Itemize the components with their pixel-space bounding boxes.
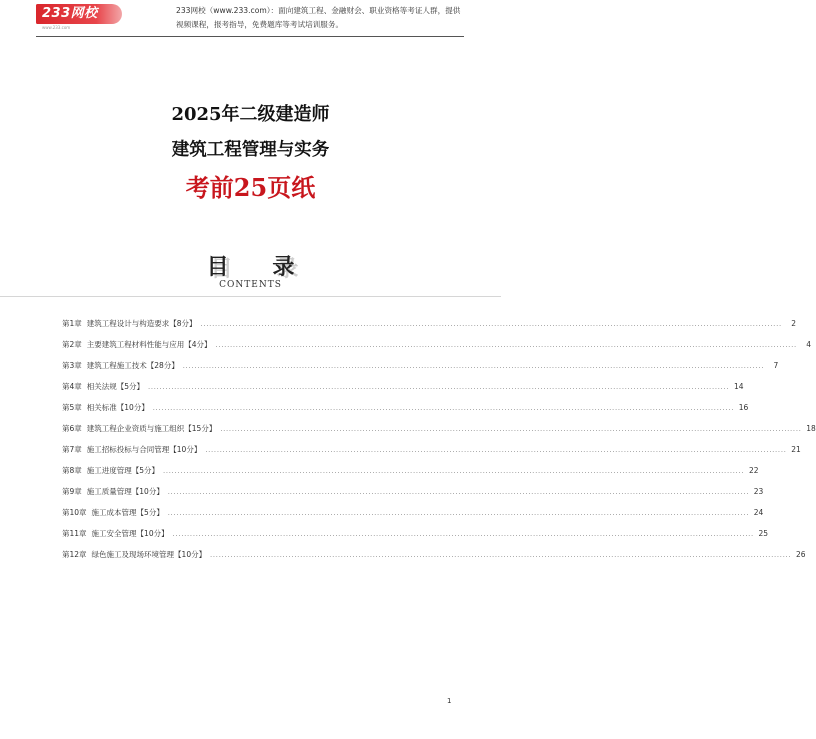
toc-page: 14	[733, 382, 744, 391]
toc-leader: ........................................................................................................................................................................................................	[163, 468, 745, 475]
toc-chapter: 第6章	[62, 424, 82, 433]
logo-text: 233网校	[42, 6, 98, 21]
toc-entry[interactable]	[62, 318, 797, 339]
header-divider	[36, 36, 464, 37]
toc-entry[interactable]	[62, 444, 801, 465]
toc-title: 主要建筑工程材料性能与应用【4分】	[86, 340, 212, 349]
toc-entry[interactable]	[62, 360, 779, 381]
toc-leader: ........................................................................................................................................................................................................	[172, 531, 755, 538]
logo-subtext: www.233.com	[42, 25, 71, 30]
toc-entry[interactable]	[62, 402, 749, 423]
toc-title: 施工进度管理【5分】	[86, 466, 160, 475]
toc-page: 24	[753, 508, 764, 517]
toc-leader: ........................................................................................................................................................................................................	[220, 426, 802, 433]
toc-title: 施工成本管理【5分】	[91, 508, 164, 517]
toc-entry[interactable]	[62, 381, 744, 402]
toc-chapter: 第7章	[62, 445, 82, 454]
toc-entry[interactable]	[62, 528, 769, 549]
site-logo[interactable]	[36, 4, 122, 24]
toc-divider	[0, 296, 501, 297]
toc-leader: ........................................................................................................................................................................................................	[215, 342, 798, 349]
cover-title-line3: 考前25页纸	[185, 173, 316, 202]
cover-title-line1: 2025年二级建造师	[171, 104, 330, 125]
toc-chapter: 第3章	[62, 361, 82, 370]
toc-leader: ........................................................................................................................................................................................................	[148, 384, 730, 391]
toc-title: 相关法规【5分】	[86, 382, 145, 391]
toc-title: 建筑工程设计与构造要求【8分】	[86, 319, 197, 328]
toc-page: 21	[791, 445, 801, 454]
toc-leader: ........................................................................................................................................................................................................	[210, 552, 792, 559]
toc-page: 25	[758, 529, 769, 538]
toc-chapter: 第5章	[62, 403, 82, 412]
toc-entry[interactable]	[62, 465, 759, 486]
toc-leader: ........................................................................................................................................................................................................	[205, 447, 787, 454]
toc-chapter: 第4章	[62, 382, 82, 391]
header-description: 233网校（www.233.com）：面向建筑工程、金融财会、职业资格等考证人群，提供视频课程，报考指导，免费题库等考试培训服务。	[176, 6, 461, 29]
toc-chapter: 第1章	[62, 319, 82, 328]
toc-chapter: 第12章	[62, 550, 87, 559]
toc-chapter: 第10章	[62, 508, 87, 517]
toc-title: 施工质量管理【10分】	[86, 487, 164, 496]
cover-title-line2: 建筑工程管理与实务	[171, 140, 330, 160]
toc-chapter: 第11章	[62, 529, 87, 538]
toc-page: 22	[748, 466, 759, 475]
toc-entry[interactable]	[62, 549, 806, 570]
toc-entry[interactable]	[62, 339, 812, 360]
toc-title: 绿色施工及现场环境管理【10分】	[91, 550, 207, 559]
toc-page: 4	[806, 340, 812, 349]
toc-entry[interactable]	[62, 423, 816, 444]
toc-page: 23	[753, 487, 764, 496]
toc-page: 2	[791, 319, 797, 328]
toc-heading: 目 录	[206, 254, 313, 280]
toc-leader: ........................................................................................................................................................................................................	[167, 489, 750, 496]
toc-page: 16	[738, 403, 749, 412]
toc-leader: ........................................................................................................................................................................................................	[182, 363, 765, 370]
toc-page: 26	[796, 550, 806, 559]
toc-chapter: 第9章	[62, 487, 82, 496]
toc-title: 施工安全管理【10分】	[91, 529, 169, 538]
toc-leader: ........................................................................................................................................................................................................	[167, 510, 750, 517]
toc-entry[interactable]	[62, 507, 764, 528]
toc-leader: ........................................................................................................................................................................................................	[200, 321, 783, 328]
toc-title: 相关标准【10分】	[86, 403, 149, 412]
toc-chapter: 第8章	[62, 466, 82, 475]
toc-heading-en: CONTENTS	[219, 280, 282, 290]
table-of-contents	[62, 318, 816, 570]
toc-page: 7	[773, 361, 779, 370]
page-number: 1	[447, 697, 452, 705]
toc-page: 18	[806, 424, 816, 433]
toc-title: 建筑工程施工技术【28分】	[86, 361, 179, 370]
toc-title: 施工招标投标与合同管理【10分】	[86, 445, 202, 454]
toc-entry[interactable]	[62, 486, 764, 507]
toc-chapter: 第2章	[62, 340, 82, 349]
toc-title: 建筑工程企业资质与施工组织【15分】	[86, 424, 217, 433]
toc-leader: ........................................................................................................................................................................................................	[152, 405, 735, 412]
